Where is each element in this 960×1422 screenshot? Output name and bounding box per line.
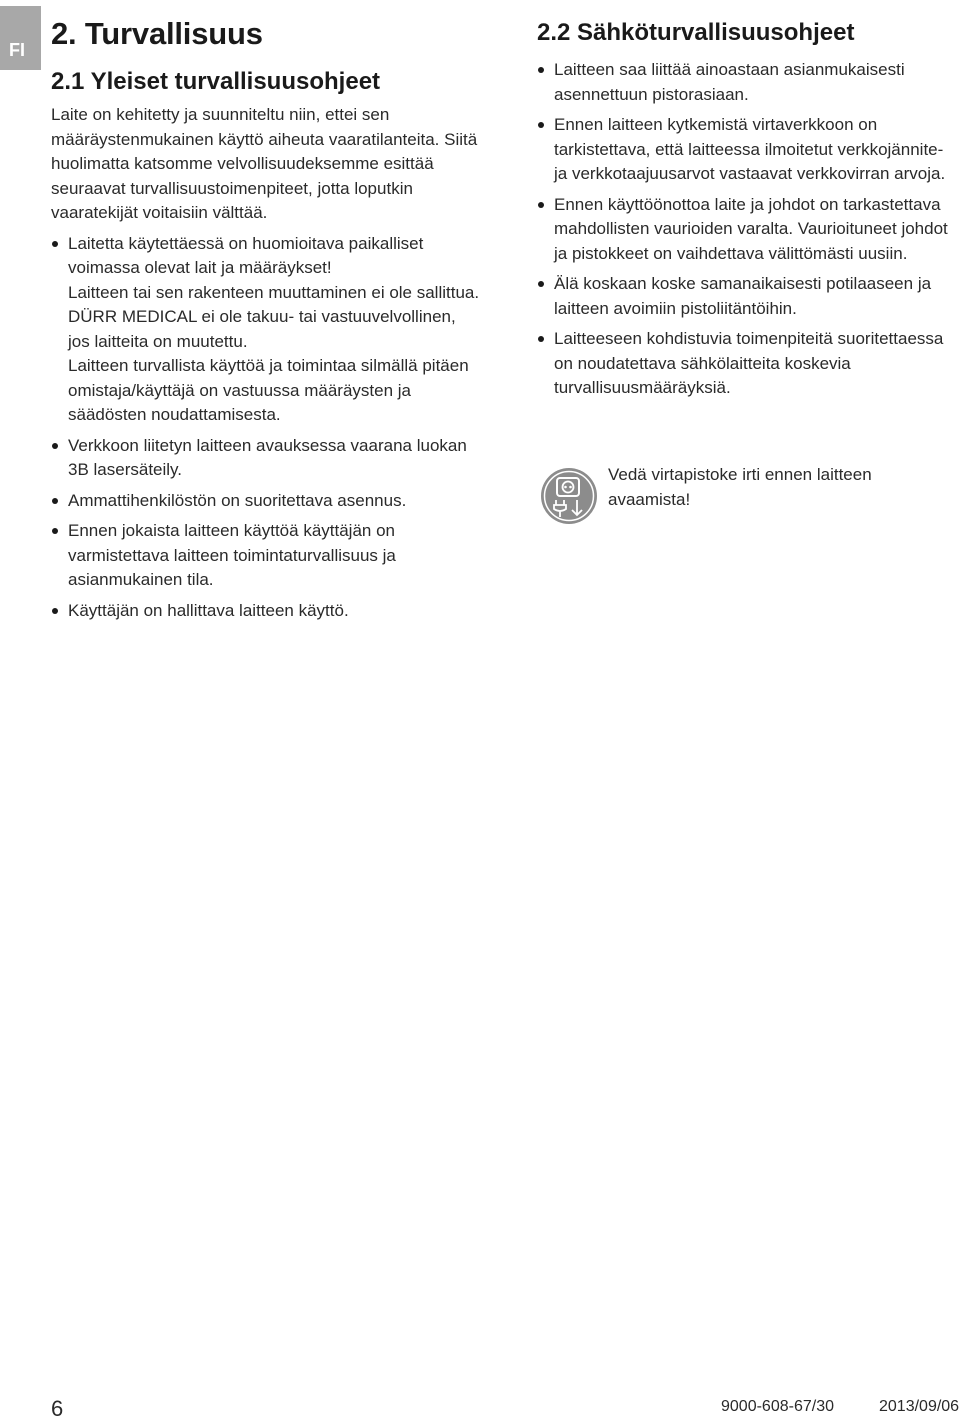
list-item [51, 434, 481, 483]
intro-paragraph: Laite on kehitetty ja suunniteltu niin, ettei sen määräystenmukainen käyttö aiheuta vaaratilanteita. Siitä huolimatta katsomme velvollisuudeksemme esittää seuraavat turvallisuustoimenpiteet, jotta loputkin vaaratekijät voitaisiin välttää. [51, 105, 478, 222]
section-body-electrical-safety [537, 52, 960, 401]
page-number: 6 [51, 1396, 64, 1421]
section-heading-electrical-safety: 2.2 Sähköturvallisuusohjeet [537, 19, 855, 46]
list-item-continuation: Laitteen turvallista käyttöä ja toimintaa silmällä pitäen omistaja/käyttäjä on vastuussa määräysten ja säädösten noudattamisesta. [68, 356, 469, 424]
document-date: 2013/09/06 [879, 1398, 960, 1415]
list-item [51, 232, 481, 428]
list-item-text: Laitteen saa liittää ainoastaan asianmukaisesti asennettuun pistorasiaan. [554, 60, 905, 104]
bullet-list-electrical [537, 58, 960, 401]
list-item [51, 519, 481, 593]
list-item-text: Ammattihenkilöstön on suoritettava asennus. [68, 490, 407, 510]
document-number: 9000-608-67/30 [721, 1398, 834, 1415]
chapter-title: 2. Turvallisuus [51, 16, 263, 51]
list-item-continuation: Laitteen tai sen rakenteen muuttaminen ei ole sallittua. DÜRR MEDICAL ei ole takuu- tai vastuuvelvollinen, jos laitteita on muutettu. [68, 282, 480, 351]
list-item [537, 58, 960, 107]
list-item-text: Laitetta käytettäessä on huomioitava paikalliset voimassa olevat lait ja määräykset! [68, 233, 424, 277]
language-tab [0, 6, 41, 70]
list-item-text: Älä koskaan koske samanaikaisesti potilaaseen ja laitteen avoimiin pistoliitäntöihin. [554, 274, 932, 318]
list-item-text: Käyttäjän on hallittava laitteen käyttö. [68, 600, 349, 620]
bullet-list-general [51, 232, 481, 624]
list-item [537, 272, 960, 321]
list-item [537, 113, 960, 187]
list-item-text: Verkkoon liitetyn laitteen avauksessa vaarana luokan 3B lasersäteily. [68, 435, 467, 479]
list-item [51, 489, 481, 514]
section-body-general-safety [51, 103, 481, 623]
section-heading-general-safety: 2.1 Yleiset turvallisuusohjeet [51, 68, 381, 95]
warning-box [537, 463, 960, 533]
list-item [537, 193, 960, 267]
list-item-text: Ennen laitteen kytkemistä virtaverkkoon on tarkistettava, että laitteessa ilmoitetut verkkojännite- ja verkkotaajuusarvot vastaavat verkkovirran arvoja. [554, 115, 946, 183]
warning-message: Vedä virtapistoke irti ennen laitteen avaamista! [608, 465, 872, 509]
list-item-text: Ennen jokaista laitteen käyttöä käyttäjän on varmistettava laitteen toimintaturvallisuus ja asianmukainen tila. [68, 521, 396, 589]
language-code: FI [9, 40, 25, 60]
list-item-text: Ennen käyttöönottoa laite ja johdot on tarkastettava mahdollisten vaurioiden varalta. Vaurioituneet johdot ja pistokkeet on vaihdettava välittömästi uusiin. [554, 194, 948, 263]
list-item-text: Laitteeseen kohdistuvia toimenpiteitä suoritettaessa on noudatettava sähkölaitteita koskevia turvallisuusmääräyksiä. [554, 329, 944, 397]
list-item [537, 327, 960, 401]
list-item [51, 599, 481, 624]
unplug-power-icon [540, 467, 598, 525]
